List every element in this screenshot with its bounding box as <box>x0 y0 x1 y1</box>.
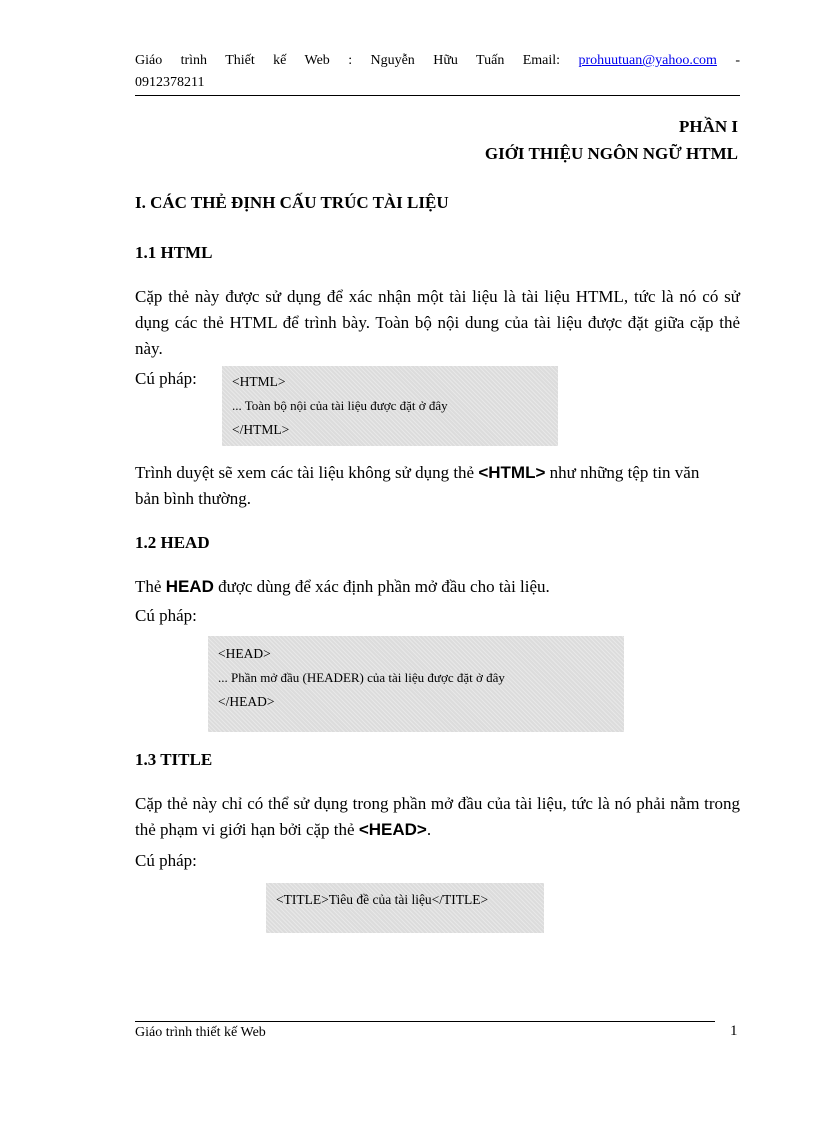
inline-tag: HEAD <box>165 577 214 596</box>
syntax-label-1-1: Cú pháp: <box>135 369 197 388</box>
section-title: I. CÁC THẺ ĐỊNH CẤU TRÚC TÀI LIỆU <box>135 193 449 212</box>
paragraph-1-1-note <box>135 460 725 512</box>
heading-1-1: 1.1 HTML <box>135 243 213 262</box>
code-box-title <box>266 883 544 933</box>
code-line: </HTML> <box>232 422 290 437</box>
header-dash: - <box>735 53 741 68</box>
syntax-label-1-2: Cú pháp: <box>135 606 197 625</box>
note-text: như những tệp tin văn bản bình thường. <box>135 463 700 508</box>
header-divider <box>135 95 740 96</box>
footer-divider <box>135 1021 715 1022</box>
code-box-head <box>208 636 624 732</box>
desc-text: được dùng để xác định phần mở đầu cho tài liệu. <box>213 577 550 596</box>
note-text: Trình duyệt sẽ xem các tài liệu không sử dụng thẻ <box>135 463 479 482</box>
part-subtitle: GIỚI THIỆU NGÔN NGỮ HTML <box>484 144 738 163</box>
paragraph-1-2 <box>135 574 740 600</box>
code-box-html <box>222 366 558 446</box>
running-header <box>135 50 740 72</box>
part-title: PHẦN I <box>678 117 738 136</box>
header-phone: 0912378211 <box>135 75 205 90</box>
inline-tag: <HEAD> <box>358 820 427 839</box>
code-line: <TITLE>Tiêu đề của tài liệu</TITLE> <box>276 892 489 907</box>
desc-text: . <box>426 820 432 839</box>
inline-tag: <HTML> <box>478 463 546 482</box>
code-line: <HEAD> <box>218 646 271 661</box>
code-line: </HEAD> <box>218 694 275 709</box>
heading-1-2: 1.2 HEAD <box>135 533 210 552</box>
desc-text: Thẻ <box>135 577 166 596</box>
code-line: ... Toàn bộ nội của tài liệu được đặt ở đây <box>232 398 448 413</box>
code-line: ... Phần mở đầu (HEADER) của tài liệu được đặt ở đây <box>218 670 505 685</box>
header-prefix: Giáo trình Thiết kế Web : Nguyễn Hữu Tuấn Email: <box>135 53 561 68</box>
page-number: 1 <box>730 1023 738 1039</box>
desc-text: Cặp thẻ này chỉ có thể sử dụng trong phần mở đầu của tài liệu, tức là nó phải nằm trong thẻ phạm vi giới hạn bởi cặp thẻ <box>135 794 740 839</box>
heading-1-3: 1.3 TITLE <box>135 750 213 769</box>
paragraph-1-1: Cặp thẻ này được sử dụng để xác nhận một tài liệu là tài liệu HTML, tức là nó có sử dụng các thẻ HTML để trình bày. Toàn bộ nội dung của tài liệu được đặt giữa cặp thẻ này. <box>135 287 740 358</box>
paragraph-1-3 <box>135 791 740 843</box>
code-line: <HTML> <box>232 374 286 389</box>
syntax-label-1-3: Cú pháp: <box>135 851 197 870</box>
email-link[interactable]: prohuutuan@yahoo.com <box>578 53 717 68</box>
footer-text: Giáo trình thiết kế Web <box>135 1025 266 1040</box>
